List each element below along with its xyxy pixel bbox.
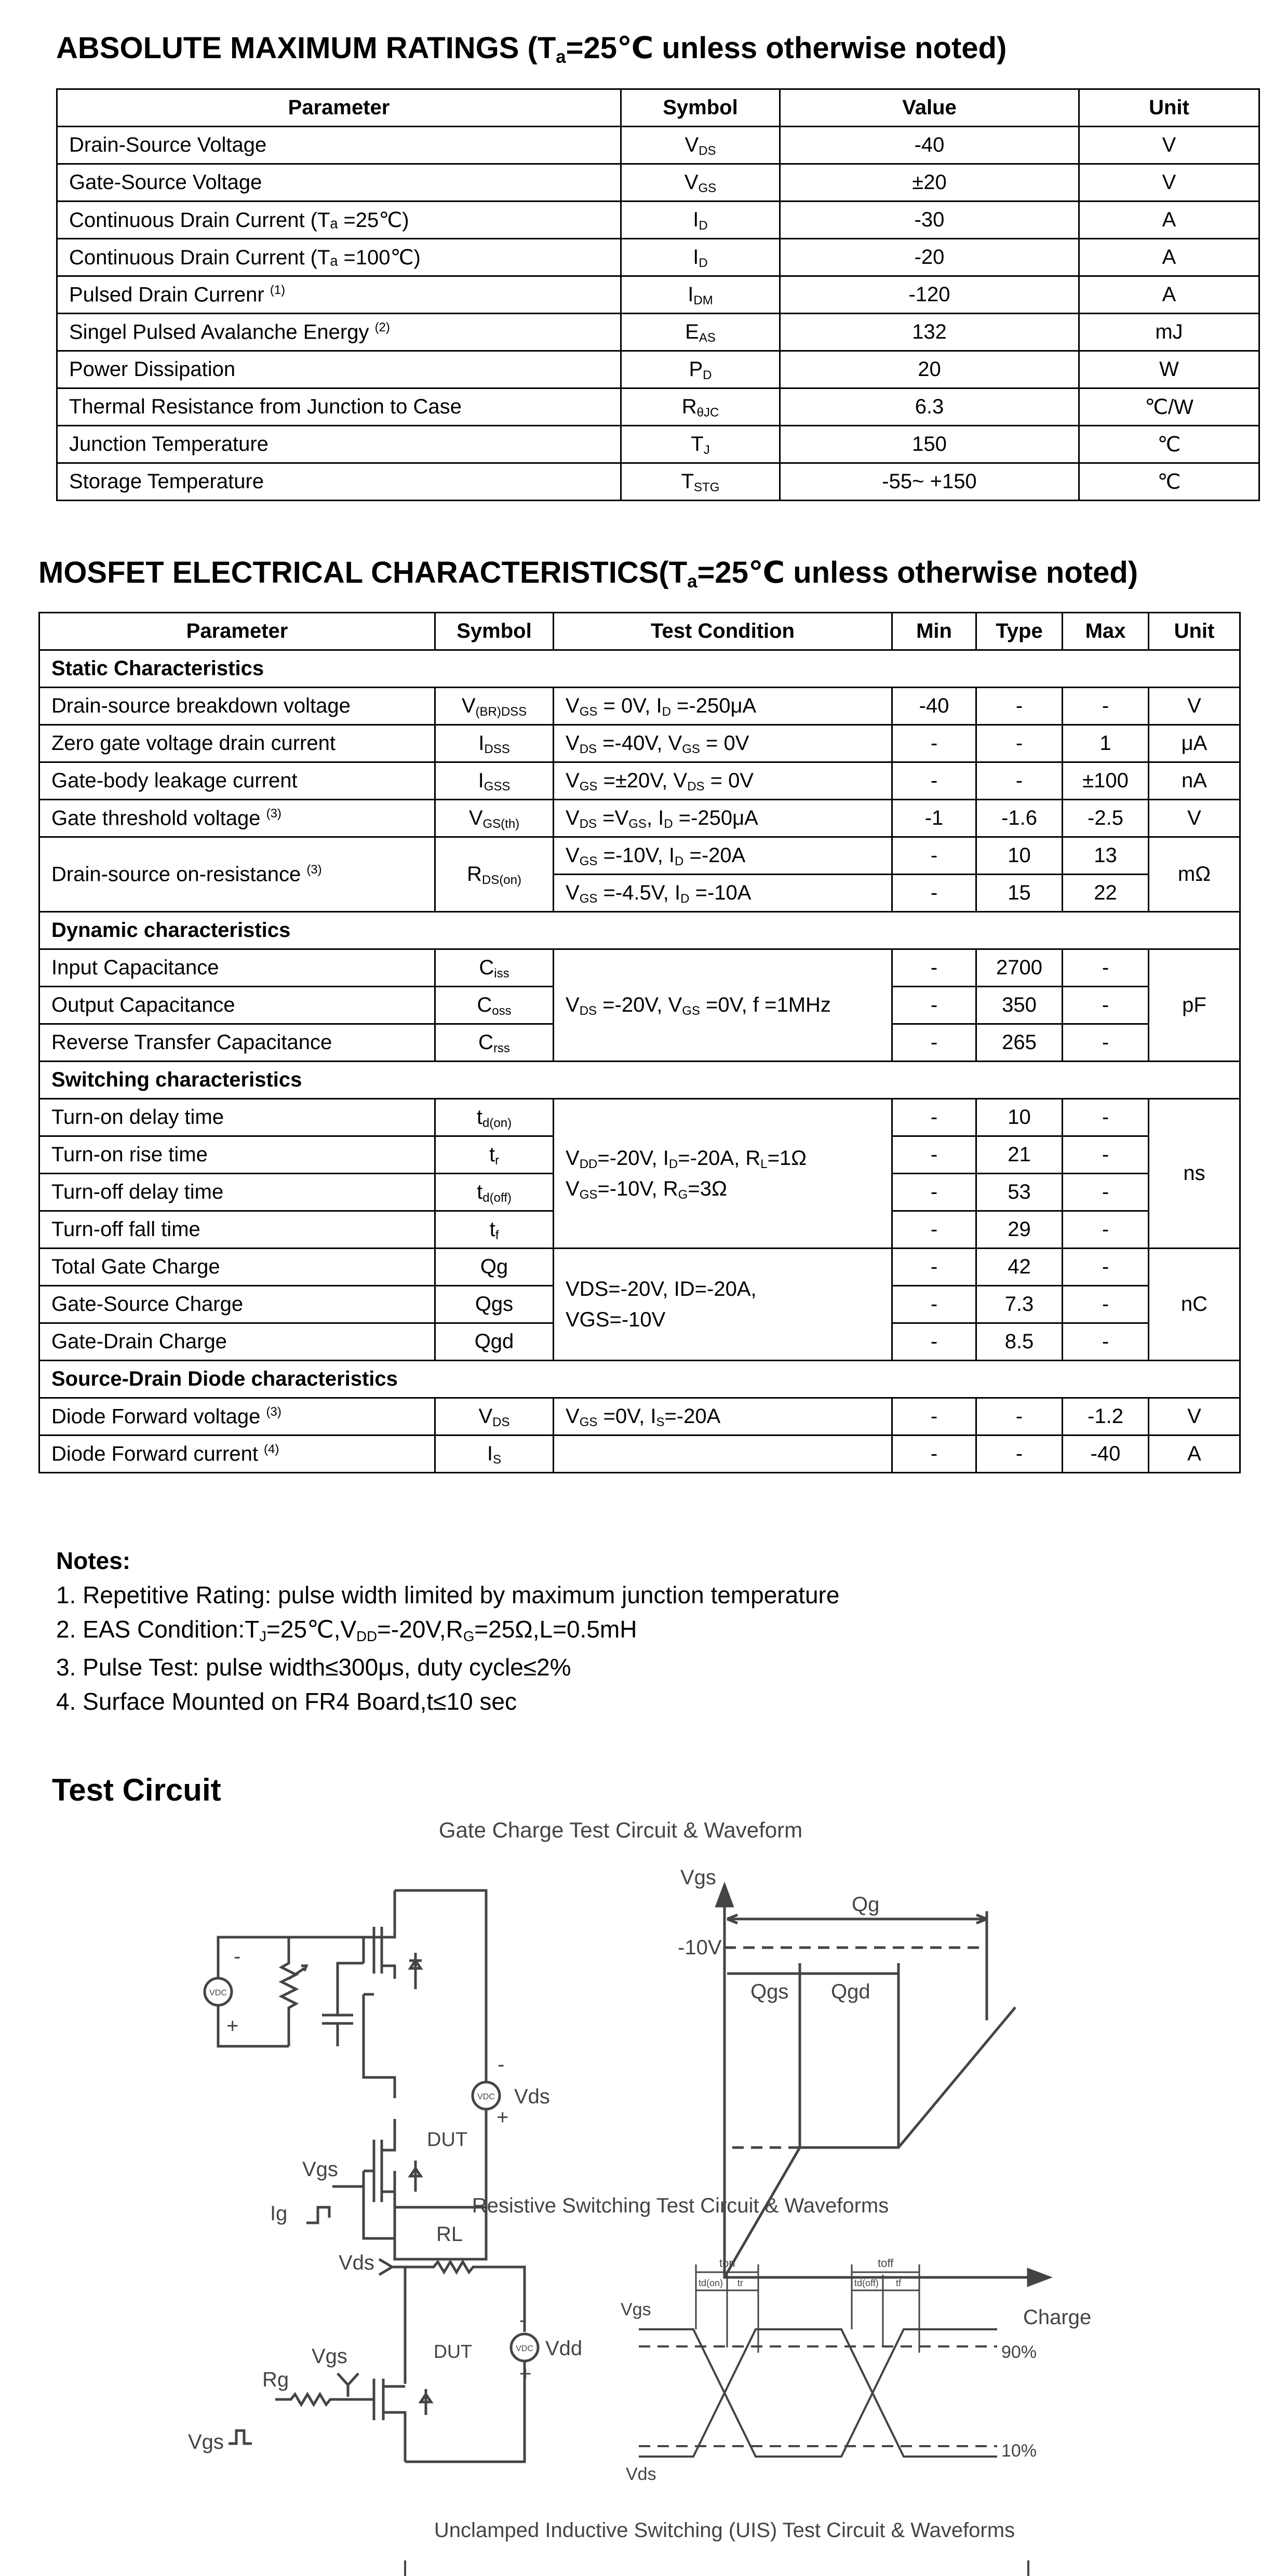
svg-text:Qgd: Qgd: [831, 1980, 870, 2003]
unit-cell: ns: [1149, 1099, 1240, 1249]
symbol-cell: $T_J$: [621, 426, 780, 463]
vdc-label-2: VDC: [477, 2092, 495, 2101]
param-cell: Zero gate voltage drain current: [39, 725, 435, 762]
condition-cell: $V_{GS} =\pm 20V$, $V_{DS} = 0V$: [554, 762, 892, 800]
table-row: [39, 837, 1240, 875]
typ-cell: -: [976, 762, 1063, 800]
symbol-cell: $I_S$: [435, 1435, 554, 1473]
param-cell: Turn-on rise time: [39, 1136, 435, 1174]
symbol-cell: $t_{d(on)}$: [435, 1099, 554, 1136]
symbol-cell: $t_{d(off)}$: [435, 1174, 554, 1211]
symbol-cell: $I_{DM}$: [621, 276, 780, 314]
abs-max-table: [56, 88, 1260, 501]
max-cell: -: [1063, 1211, 1149, 1249]
typ-cell: 8.5: [976, 1323, 1063, 1361]
abs-max-header: Symbol: [621, 89, 780, 127]
symbol-cell: $I_{GSS}$: [435, 762, 554, 800]
table-row: [57, 426, 1259, 463]
svg-text:tr: tr: [737, 2278, 743, 2288]
electrical-header: Test Condition: [554, 613, 892, 650]
typ-cell: 10: [976, 837, 1063, 875]
param-cell: Storage Temperature: [57, 463, 621, 501]
min-cell: -: [892, 1099, 976, 1136]
table-row: [39, 1099, 1240, 1136]
unit-cell: μA: [1149, 725, 1240, 762]
symbol-cell: $V_{DS}$: [621, 127, 780, 164]
min-cell: -: [892, 1435, 976, 1473]
condition-cell: $V_{GS} = 0V$, $I_D =-250\mu A$: [554, 688, 892, 725]
note-item: 4. Surface Mounted on FR4 Board,t≤10 sec: [56, 1688, 517, 1715]
typ-cell: 2700: [976, 949, 1063, 987]
electrical-header: Min: [892, 613, 976, 650]
value-cell: 132: [780, 314, 1079, 351]
resistive-circuit: [188, 2223, 582, 2462]
svg-text:toff: toff: [878, 2257, 894, 2270]
param-cell: Gate-Source Charge: [39, 1286, 435, 1323]
table-row: [39, 949, 1240, 987]
svg-text:td(off): td(off): [854, 2278, 879, 2288]
table-row: [39, 725, 1240, 762]
min-cell: -: [892, 762, 976, 800]
table-row: [57, 276, 1259, 314]
param-cell: Gate-Source Voltage: [57, 164, 621, 202]
gate-charge-caption: Gate Charge Test Circuit & Waveform: [438, 1818, 803, 1842]
param-cell: Drain-Source Voltage: [57, 127, 621, 164]
param-cell: Diode Forward voltage $^{(3)}$: [39, 1398, 435, 1435]
typ-cell: 29: [976, 1211, 1063, 1249]
param-cell: Continuous Drain Current (Tₐ =25℃): [57, 202, 621, 239]
param-cell: Total Gate Charge: [39, 1249, 435, 1286]
table-row: [57, 127, 1259, 164]
unit-cell: V: [1079, 127, 1259, 164]
test-circuit-heading: Test Circuit: [52, 1773, 221, 1807]
notes-heading: Notes:: [56, 1547, 131, 1574]
value-cell: 150: [780, 426, 1079, 463]
electrical-header: Max: [1063, 613, 1149, 650]
min-cell: -: [892, 1024, 976, 1062]
value-cell: ±20: [780, 164, 1079, 202]
header-row: [39, 613, 1240, 650]
gate-charge-circuit: [205, 1890, 550, 2418]
condition-cell: VDS=-20V, ID=-20A, VGS=-10V: [554, 1249, 892, 1361]
min-cell: -: [892, 1323, 976, 1361]
max-cell: -: [1063, 1136, 1149, 1174]
symbol-cell: $t_f$: [435, 1211, 554, 1249]
symbol-cell: Qgs: [435, 1286, 554, 1323]
svg-text:+: +: [226, 2015, 239, 2037]
svg-text:Vds: Vds: [626, 2464, 656, 2484]
value-cell: -120: [780, 276, 1079, 314]
svg-text:Charge: Charge: [1023, 2306, 1092, 2329]
vgs-label: Vgs: [302, 2158, 338, 2181]
param-cell: Output Capacitance: [39, 987, 435, 1024]
symbol-cell: $t_r$: [435, 1136, 554, 1174]
min-cell: -: [892, 987, 976, 1024]
param-cell: Gate-body leakage current: [39, 762, 435, 800]
max-cell: -: [1063, 949, 1149, 987]
table-row: [57, 239, 1259, 276]
param-cell: Thermal Resistance from Junction to Case: [57, 388, 621, 426]
section-title: Dynamic characteristics: [39, 912, 1240, 949]
svg-text:ton: ton: [719, 2257, 735, 2270]
symbol-cell: Qgd: [435, 1323, 554, 1361]
unit-cell: ℃/W: [1079, 388, 1259, 426]
symbol-cell: $I_{DSS}$: [435, 725, 554, 762]
unit-cell: nA: [1149, 762, 1240, 800]
param-cell: Junction Temperature: [57, 426, 621, 463]
param-cell: Pulsed Drain Currenr $^{(1)}$: [57, 276, 621, 314]
abs-max-title: ABSOLUTE MAXIMUM RATINGS ($T_a=25℃$ unless otherwise noted): [56, 31, 1007, 67]
param-cell: Gate-Drain Charge: [39, 1323, 435, 1361]
table-row: [39, 800, 1240, 837]
param-cell: Turn-off fall time: [39, 1211, 435, 1249]
param-cell: Turn-on delay time: [39, 1099, 435, 1136]
abs-max-header: Parameter: [57, 89, 621, 127]
abs-max-header: Unit: [1079, 89, 1259, 127]
typ-cell: -1.6: [976, 800, 1063, 837]
unit-cell: A: [1079, 276, 1259, 314]
svg-text:RL: RL: [436, 2223, 463, 2246]
resistive-waveform: [621, 2257, 1037, 2484]
max-cell: -: [1063, 1286, 1149, 1323]
section-row: [39, 1361, 1240, 1398]
section-row: [39, 650, 1240, 688]
uis-caption: Unclamped Inductive Switching (UIS) Test Circuit & Waveforms: [434, 2519, 1015, 2542]
abs-max-header: Value: [780, 89, 1079, 127]
svg-text:Vdd: Vdd: [545, 2337, 583, 2360]
section-title: Source-Drain Diode characteristics: [39, 1361, 1240, 1398]
table-row: [39, 688, 1240, 725]
param-cell: Input Capacitance: [39, 949, 435, 987]
min-cell: -: [892, 837, 976, 875]
typ-cell: 265: [976, 1024, 1063, 1062]
note-item: 2. EAS $Condition:T_J=25℃,V_{DD}=-20V,R_G=25\Omega,L=0.5mH$: [56, 1616, 637, 1644]
ig-label: Ig: [270, 2202, 288, 2225]
typ-cell: -: [976, 1435, 1063, 1473]
table-row: [57, 463, 1259, 501]
symbol-cell: $I_D$: [621, 202, 780, 239]
table-row: [39, 1249, 1240, 1286]
svg-text:-: -: [234, 1945, 241, 1968]
value-cell: -30: [780, 202, 1079, 239]
condition-cell: $V_{DD}=-20V$, $I_D=-20A$, $R_L=1\Omega$ $V_{GS}=-10V$, $R_G=3\Omega$: [554, 1099, 892, 1249]
svg-text:Vgs: Vgs: [312, 2345, 347, 2368]
symbol-cell: Qg: [435, 1249, 554, 1286]
svg-text:90%: 90%: [1001, 2342, 1037, 2362]
unit-cell: A: [1079, 239, 1259, 276]
value-cell: -55~ +150: [780, 463, 1079, 501]
svg-text:Vgs: Vgs: [680, 1866, 716, 1889]
section-row: [39, 1062, 1240, 1099]
electrical-header: Parameter: [39, 613, 435, 650]
notes: [56, 1544, 839, 1719]
svg-text:+: +: [497, 2106, 509, 2129]
max-cell: -: [1063, 688, 1149, 725]
unit-cell: mJ: [1079, 314, 1259, 351]
param-cell: Diode Forward current $^{(4)}$: [39, 1435, 435, 1473]
unit-cell: W: [1079, 351, 1259, 388]
svg-text:+: +: [519, 2363, 532, 2385]
unit-cell: ℃: [1079, 426, 1259, 463]
param-cell: Turn-off delay time: [39, 1174, 435, 1211]
unit-cell: V: [1079, 164, 1259, 202]
min-cell: -: [892, 1286, 976, 1323]
condition-cell: $V_{GS} =0V$, $I_S=-20A$: [554, 1398, 892, 1435]
typ-cell: -: [976, 725, 1063, 762]
symbol-cell: $V_{GS(th)}$: [435, 800, 554, 837]
min-cell: -: [892, 875, 976, 912]
svg-text:DUT: DUT: [434, 2341, 472, 2362]
unit-cell: V: [1149, 1398, 1240, 1435]
table-row: [57, 202, 1259, 239]
section-title: Switching characteristics: [39, 1062, 1240, 1099]
condition-cell: $V_{DS} =-20V$, $V_{GS} =0V$, f =1MHz: [554, 949, 892, 1062]
condition-cell: [554, 1435, 892, 1473]
svg-text:10%: 10%: [1001, 2441, 1037, 2461]
max-cell: ±100: [1063, 762, 1149, 800]
symbol-cell: $I_D$: [621, 239, 780, 276]
svg-text:Qgs: Qgs: [750, 1980, 789, 2003]
note-item: 1. Repetitive Rating: pulse width limited by maximum junction temperature: [56, 1581, 840, 1608]
table-row: [39, 762, 1240, 800]
symbol-cell: $V_{GS}$: [621, 164, 780, 202]
max-cell: -2.5: [1063, 800, 1149, 837]
min-cell: -: [892, 1136, 976, 1174]
min-cell: -1: [892, 800, 976, 837]
max-cell: -: [1063, 1024, 1149, 1062]
max-cell: -: [1063, 1249, 1149, 1286]
svg-text:td(on): td(on): [699, 2278, 723, 2288]
typ-cell: 10: [976, 1099, 1063, 1136]
electrical-header: Unit: [1149, 613, 1240, 650]
svg-text:-10V: -10V: [678, 1936, 722, 1959]
param-cell: Singel Pulsed Avalanche Energy $^{(2)}$: [57, 314, 621, 351]
svg-text:tf: tf: [896, 2278, 902, 2288]
svg-text:Rg: Rg: [262, 2368, 289, 2391]
symbol-cell: $P_D$: [621, 351, 780, 388]
unit-cell: ℃: [1079, 463, 1259, 501]
condition-cell: $V_{DS} =-40V$, $V_{GS} = 0V$: [554, 725, 892, 762]
value-cell: -40: [780, 127, 1079, 164]
typ-cell: 7.3: [976, 1286, 1063, 1323]
max-cell: -1.2: [1063, 1398, 1149, 1435]
min-cell: -: [892, 1174, 976, 1211]
value-cell: 20: [780, 351, 1079, 388]
symbol-cell: $R_{\theta JC}$: [621, 388, 780, 426]
symbol-cell: $C_{iss}$: [435, 949, 554, 987]
table-row: [57, 164, 1259, 202]
typ-cell: 15: [976, 875, 1063, 912]
typ-cell: -: [976, 688, 1063, 725]
symbol-cell: $R_{DS(on)}$: [435, 837, 554, 912]
max-cell: 1: [1063, 725, 1149, 762]
svg-text:VDC: VDC: [516, 2344, 533, 2353]
svg-text:-: -: [498, 2053, 505, 2076]
min-cell: -: [892, 1249, 976, 1286]
dut-label: DUT: [427, 2129, 468, 2151]
symbol-cell: $V_{(BR)DSS}$: [435, 688, 554, 725]
table-row: [57, 351, 1259, 388]
electrical-header: Type: [976, 613, 1063, 650]
min-cell: -: [892, 1211, 976, 1249]
note-item: 3. Pulse Test: pulse width≤300μs, duty cycle≤2%: [56, 1654, 571, 1681]
typ-cell: 42: [976, 1249, 1063, 1286]
max-cell: 13: [1063, 837, 1149, 875]
min-cell: -40: [892, 688, 976, 725]
param-cell: Reverse Transfer Capacitance: [39, 1024, 435, 1062]
vds-label: Vds: [514, 2085, 550, 2108]
symbol-cell: $V_{DS}$: [435, 1398, 554, 1435]
typ-cell: 350: [976, 987, 1063, 1024]
min-cell: -: [892, 725, 976, 762]
symbol-cell: $C_{rss}$: [435, 1024, 554, 1062]
table-row: [39, 1398, 1240, 1435]
condition-cell: $V_{GS} =-10V$, $I_D =-20A$: [554, 837, 892, 875]
max-cell: 22: [1063, 875, 1149, 912]
svg-text:Vgs: Vgs: [188, 2431, 224, 2453]
svg-text:Qg: Qg: [852, 1893, 880, 1916]
electrical-title: MOSFET ELECTRICAL $CHARACTERISTICS(T_a=25℃$ unless otherwise noted): [38, 556, 1138, 592]
vdc-label: VDC: [209, 1989, 227, 1997]
max-cell: -: [1063, 1323, 1149, 1361]
typ-cell: 21: [976, 1136, 1063, 1174]
table-row: [39, 1435, 1240, 1473]
typ-cell: 53: [976, 1174, 1063, 1211]
electrical-table: [38, 612, 1241, 1473]
param-cell: Drain-source breakdown voltage: [39, 688, 435, 725]
symbol-cell: $E_{AS}$: [621, 314, 780, 351]
unit-cell: pF: [1149, 949, 1240, 1062]
min-cell: -: [892, 949, 976, 987]
value-cell: -20: [780, 239, 1079, 276]
value-cell: 6.3: [780, 388, 1079, 426]
section-title: Static Characteristics: [39, 650, 1240, 688]
section-row: [39, 912, 1240, 949]
svg-text:Vgs: Vgs: [621, 2300, 651, 2319]
max-cell: -: [1063, 1099, 1149, 1136]
electrical-header: Symbol: [435, 613, 554, 650]
resistive-caption: Resistive Switching Test Circuit & Waveforms: [472, 2194, 889, 2217]
svg-text:-: -: [519, 2309, 527, 2331]
unit-cell: A: [1079, 202, 1259, 239]
typ-cell: -: [976, 1398, 1063, 1435]
table-row: [57, 314, 1259, 351]
svg-text:Vds: Vds: [339, 2251, 374, 2274]
min-cell: -: [892, 1398, 976, 1435]
unit-cell: nC: [1149, 1249, 1240, 1361]
unit-cell: V: [1149, 688, 1240, 725]
unit-cell: mΩ: [1149, 837, 1240, 912]
max-cell: -: [1063, 1174, 1149, 1211]
max-cell: -: [1063, 987, 1149, 1024]
param-cell: Continuous Drain Current (Tₐ =100℃): [57, 239, 621, 276]
symbol-cell: $C_{oss}$: [435, 987, 554, 1024]
condition-cell: $V_{DS} =V_{GS}$, $I_D =-250\mu A$: [554, 800, 892, 837]
param-cell: Drain-source on-resistance $^{(3)}$: [39, 837, 435, 912]
param-cell: Power Dissipation: [57, 351, 621, 388]
test-circuit-figures: [0, 1807, 1288, 2576]
symbol-cell: $T_{STG}$: [621, 463, 780, 501]
param-cell: Gate threshold voltage $^{(3)}$: [39, 800, 435, 837]
unit-cell: A: [1149, 1435, 1240, 1473]
condition-cell: $V_{GS} =-4.5V$, $I_D =-10A$: [554, 875, 892, 912]
max-cell: -40: [1063, 1435, 1149, 1473]
table-row: [57, 388, 1259, 426]
unit-cell: V: [1149, 800, 1240, 837]
